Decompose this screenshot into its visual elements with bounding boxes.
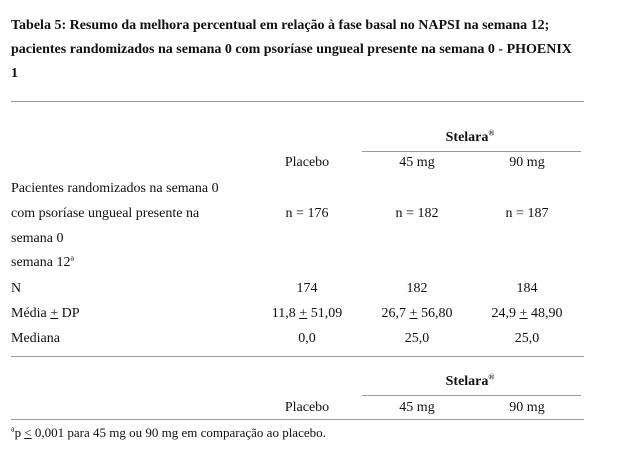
row-label-mean-sd: Média + DP <box>11 306 80 321</box>
row-label-week12: semana 12$^a$ <box>11 253 75 270</box>
col-header-90mg-repeat: 90 mg <box>509 400 545 415</box>
caption-line-1: Tabela 5: Resumo da melhora percentual em relação à fase basal no NAPSI na semana 12; <box>11 18 550 33</box>
bottom-rule <box>11 419 584 420</box>
cell-mean-sd-placebo: 11,8 + 51,09 <box>271 306 343 321</box>
stelara-header-repeat-rule <box>362 395 581 396</box>
cell-n-45mg: 182 <box>406 281 428 296</box>
less-equal-symbol: < <box>24 425 32 440</box>
caption-line-3: 1 <box>11 66 18 81</box>
cell-n-placebo: 174 <box>296 281 318 296</box>
cell-randomized-placebo: n = 176 <box>285 206 329 221</box>
col-header-placebo: Placebo <box>284 155 330 170</box>
row-label-randomized-2: com psoríase ungueal presente na <box>11 206 200 221</box>
stelara-header-rule <box>362 151 581 152</box>
cell-n-90mg: 184 <box>516 281 538 296</box>
cell-mean-sd-45mg: 26,7 + 56,80 <box>381 306 453 321</box>
col-header-90mg: 90 mg <box>509 155 545 170</box>
top-rule <box>11 101 584 102</box>
row-label-randomized-3: semana 0 <box>11 231 64 246</box>
row-label-median: Mediana <box>11 331 60 346</box>
registered-mark: ® <box>488 372 495 382</box>
cell-median-placebo: 0,0 <box>298 331 316 346</box>
cell-randomized-90mg: n = 187 <box>505 206 549 221</box>
col-header-45mg-repeat: 45 mg <box>399 400 435 415</box>
col-header-placebo-repeat: Placebo <box>284 400 330 415</box>
footnote-marker: a <box>70 253 75 263</box>
footnote: $^a$p < 0,001 para 45 mg ou 90 mg em comparação ao placebo. <box>11 424 326 440</box>
cell-median-45mg: 25,0 <box>404 331 430 346</box>
row-label-randomized-1: Pacientes randomizados na semana 0 <box>11 181 219 196</box>
caption-line-2: pacientes randomizados na semana 0 com psoríase ungueal presente na semana 0 - PHOENIX <box>11 42 572 57</box>
registered-mark: ® <box>488 128 495 138</box>
table-caption <box>11 14 611 86</box>
footnote-marker: a <box>11 424 15 434</box>
cell-median-90mg: 25,0 <box>514 331 540 346</box>
middle-rule <box>11 356 584 357</box>
stelara-header-repeat: Stelara® <box>445 372 495 389</box>
stelara-header: Stelara® <box>445 128 495 145</box>
cell-randomized-45mg: n = 182 <box>395 206 439 221</box>
row-label-n: N <box>11 281 22 296</box>
cell-mean-sd-90mg: 24,9 + 48,90 <box>491 306 563 321</box>
col-header-45mg: 45 mg <box>399 155 435 170</box>
